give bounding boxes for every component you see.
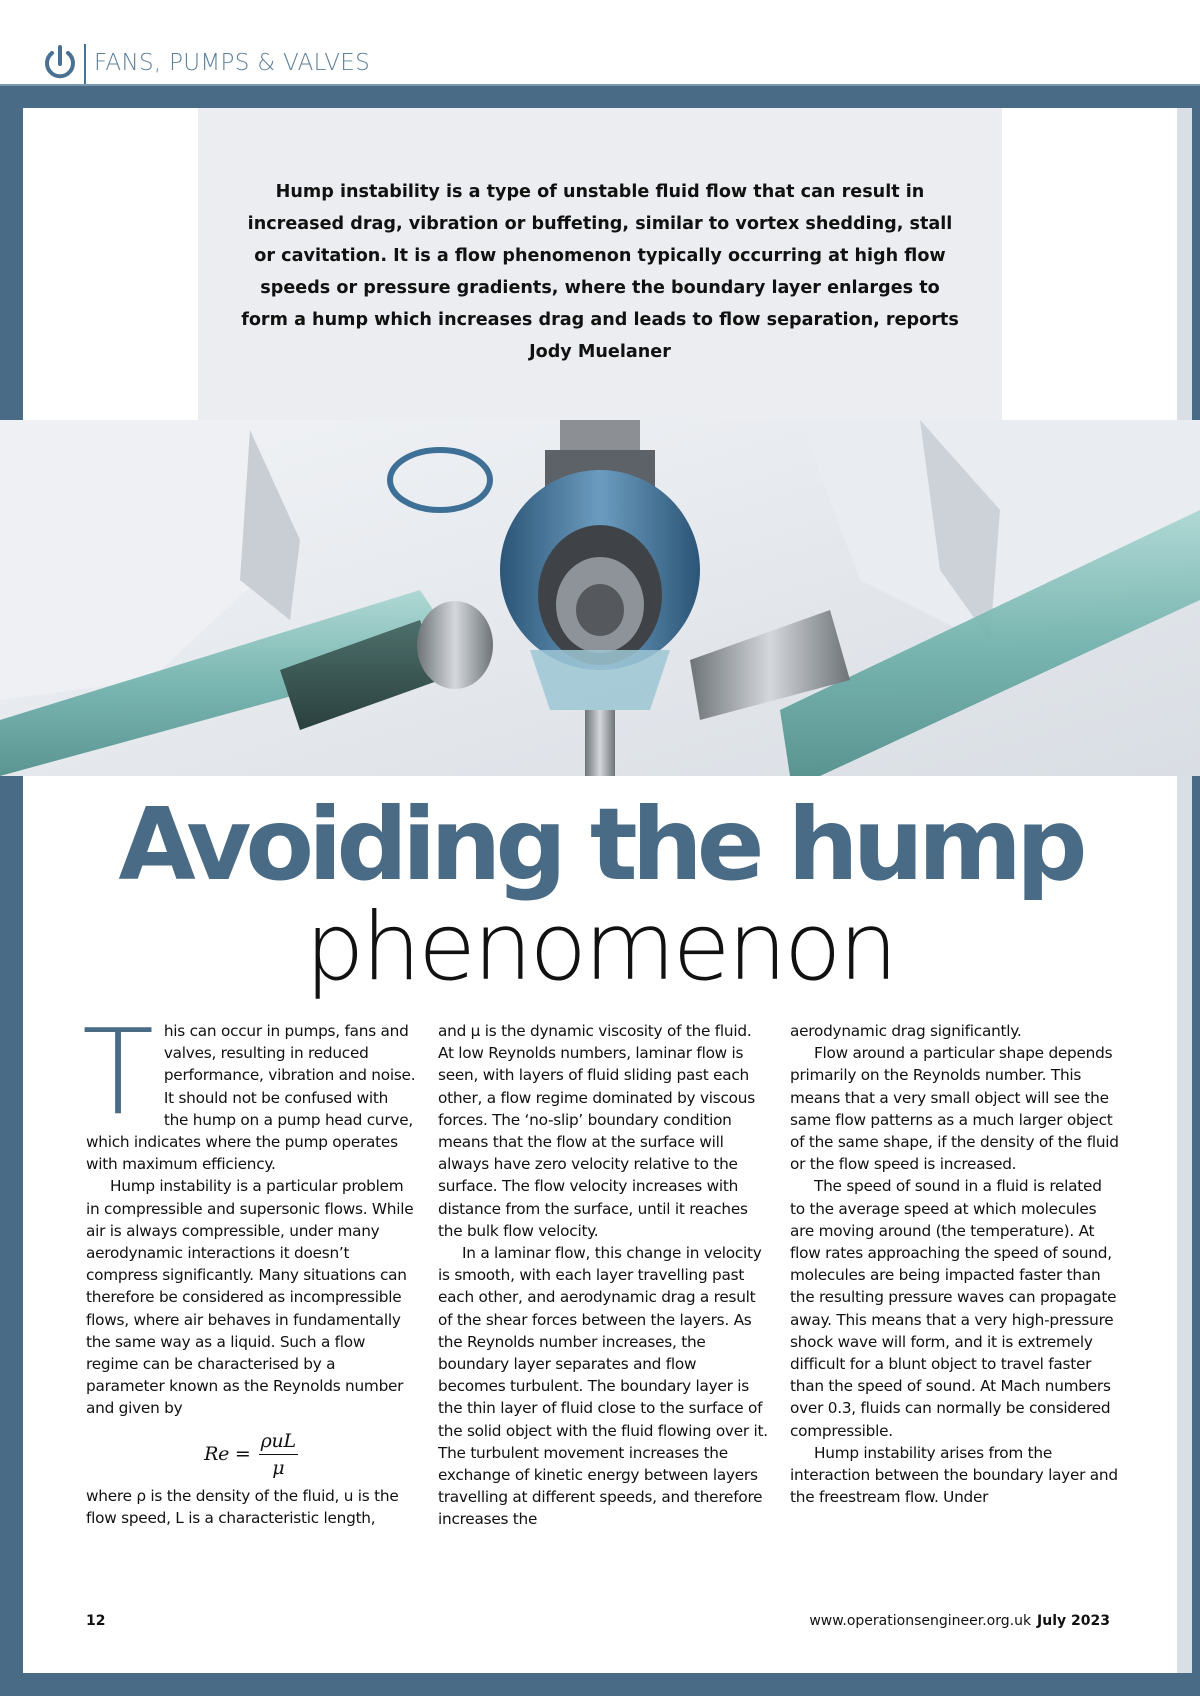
paragraph: Flow around a particular shape depends primarily on the Reynolds number. This means that a very small object will see the same flow patterns as a much larger object of the same shape, if the density of the fluid or the flow speed is increased. [790, 1044, 1119, 1174]
paragraph: where ρ is the density of the fluid, u is the flow speed, L is a characteristic length, [86, 1487, 399, 1528]
article-column-1 [82, 1003, 416, 1529]
paragraph: The speed of sound in a fluid is related to the average speed at which molecules are moving around (the temperature). At flow rates approaching the speed of sound, molecules are being impacted faster than the resulting pressure waves can propagate away. This means that a very high-pressure shock wave will form, and it is extremely difficult for a blunt object to travel faster than the speed of sound. At Mach numbers over 0.3, fluids can normally be considered compressible. [790, 1177, 1117, 1440]
page-number: 12 [86, 1613, 106, 1629]
frame-bottom [0, 1673, 1200, 1696]
website-link[interactable]: www.operationsengineer.org.uk [809, 1613, 1032, 1629]
reynolds-formula [86, 1430, 416, 1479]
headline-line2: phenomenon [304, 893, 896, 1002]
issue-date: July 2023 [1037, 1613, 1110, 1629]
formula-numerator: ρuL [259, 1430, 298, 1455]
page-header [0, 0, 1200, 84]
drop-cap: T [82, 1003, 154, 1141]
paragraph [82, 1003, 416, 1175]
paragraph: and μ is the dynamic viscosity of the fluid. At low Reynolds numbers, laminar flow is seen, with layers of fluid sliding past each other, a flow regime dominated by viscous forces. The ‘no-slip’ boundary condition means that the flow at the surface will always have zero velocity relative to the surface. The flow velocity increases with distance from the surface, until it reaches the bulk flow velocity. [438, 1022, 755, 1240]
formula-denominator: μ [272, 1456, 285, 1479]
hero-illustration [0, 420, 1200, 776]
headline-line1: Avoiding the hump [118, 786, 1082, 903]
article-column-2 [438, 1020, 768, 1531]
frame-top [0, 86, 1200, 108]
article-column-3 [790, 1020, 1120, 1508]
formula-lhs: Re = [204, 1443, 251, 1466]
paragraph: Hump instability arises from the interaction between the boundary layer and the freestream flow. Under [790, 1443, 1118, 1507]
formula-fraction [259, 1430, 298, 1479]
power-icon [42, 44, 78, 82]
standfirst-box [198, 108, 1002, 420]
paragraph-text: his can occur in pumps, fans and valves, resulting in reduced performance, vibration and noise. It should not be confused with the hump on a pump head curve, which indicates where the pump operates with maximum efficiency. [86, 1022, 416, 1174]
paragraph: In a laminar flow, this change in velocity is smooth, with each layer travelling past each other, and aerodynamic drag a result of the shear forces between the layers. As the Reynolds number increases, the boundary layer separates and flow becomes turbulent. The boundary layer is the thin layer of fluid close to the surface of the solid object with the fluid flowing over it. The turbulent movement increases the exchange of kinetic energy between layers travelling at different speeds, and therefore increases the [438, 1244, 768, 1529]
standfirst: Hump instability is a type of unstable fluid flow that can result in increased drag, vibration or buffeting, similar to vortex shedding, stall or cavitation. It is a flow phenomenon typically occurring at high flow speeds or pressure gradients, where the boundary layer enlarges to form a hump which increases drag and leads to flow separation, reports Jody Muelaner [241, 182, 959, 362]
footer-right [809, 1613, 1110, 1629]
paragraph: Hump instability is a particular problem in compressible and supersonic flows. While air is always compressible, under many aerodynamic interactions it doesn’t compress significantly. Many situations can therefore be considered as incompressible flows, where air behaves in fundamentally the same way as a liquid. Such a flow regime can be characterised by a parameter known as the Reynolds number and given by [86, 1177, 414, 1418]
turbine-illustration [0, 420, 1200, 776]
section-title: FANS, PUMPS & VALVES [94, 50, 371, 76]
paragraph: aerodynamic drag significantly. [790, 1022, 1022, 1040]
header-divider [84, 44, 86, 84]
